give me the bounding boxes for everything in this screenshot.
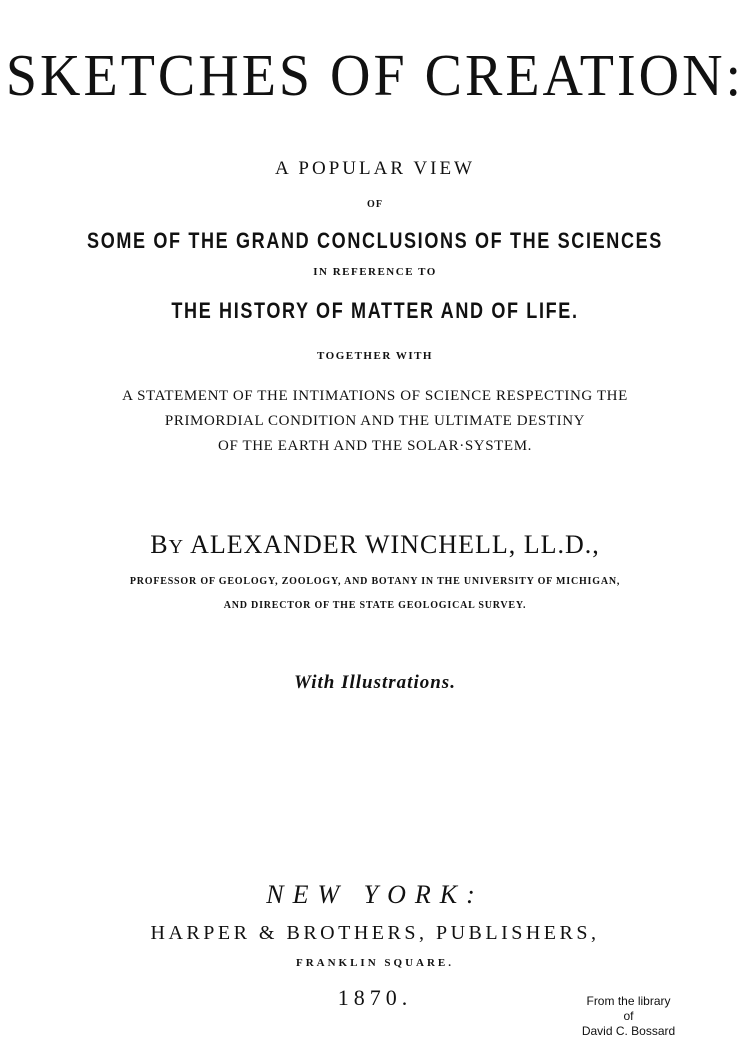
library-line-3: David C. Bossard [581,1024,676,1038]
subtitle-line-3: THE HISTORY OF MATTER AND OF LIFE. [171,298,579,323]
book-title: SKETCHES OF CREATION: [5,43,745,109]
author-credentials-line-1: PROFESSOR OF GEOLOGY, ZOOLOGY, AND BOTANY IN THE UNIVERSITY OF MICHIGAN, [129,576,621,587]
illustrations-note: With Illustrations. [294,672,456,693]
subtitle-line-1: A POPULAR VIEW [275,158,475,179]
imprint-publisher: HARPER & BROTHERS, PUBLISHERS, [150,922,600,944]
author-by-initial: B [150,530,169,559]
imprint-year: 1870. [337,985,413,1010]
imprint-address: FRANKLIN SQUARE. [295,957,454,969]
library-line-1: From the library [586,994,671,1008]
author-credentials-line-2: AND DIRECTOR OF THE STATE GEOLOGICAL SURVEY. [223,600,527,611]
author-line [0,530,750,560]
statement-line-1: A STATEMENT OF THE INTIMATIONS OF SCIENCE RESPECTING THE [122,388,628,404]
subtitle-of: OF [367,199,383,210]
author-by-rest: Y [168,536,185,558]
library-stamp [566,994,691,1039]
statement-line-2: PRIMORDIAL CONDITION AND THE ULTIMATE DESTINY [164,413,586,429]
imprint-city: NEW YORK: [266,880,484,909]
subtitle-line-2: SOME OF THE GRAND CONCLUSIONS OF THE SCIENCES [87,228,663,253]
library-line-2: of [623,1009,634,1023]
statement-line-3: OF THE EARTH AND THE SOLAR·SYSTEM. [218,438,532,454]
subtitle-in-reference: IN REFERENCE TO [313,266,437,278]
together-with: TOGETHER WITH [317,350,433,362]
author-name: ALEXANDER WINCHELL, LL.D., [184,530,600,559]
